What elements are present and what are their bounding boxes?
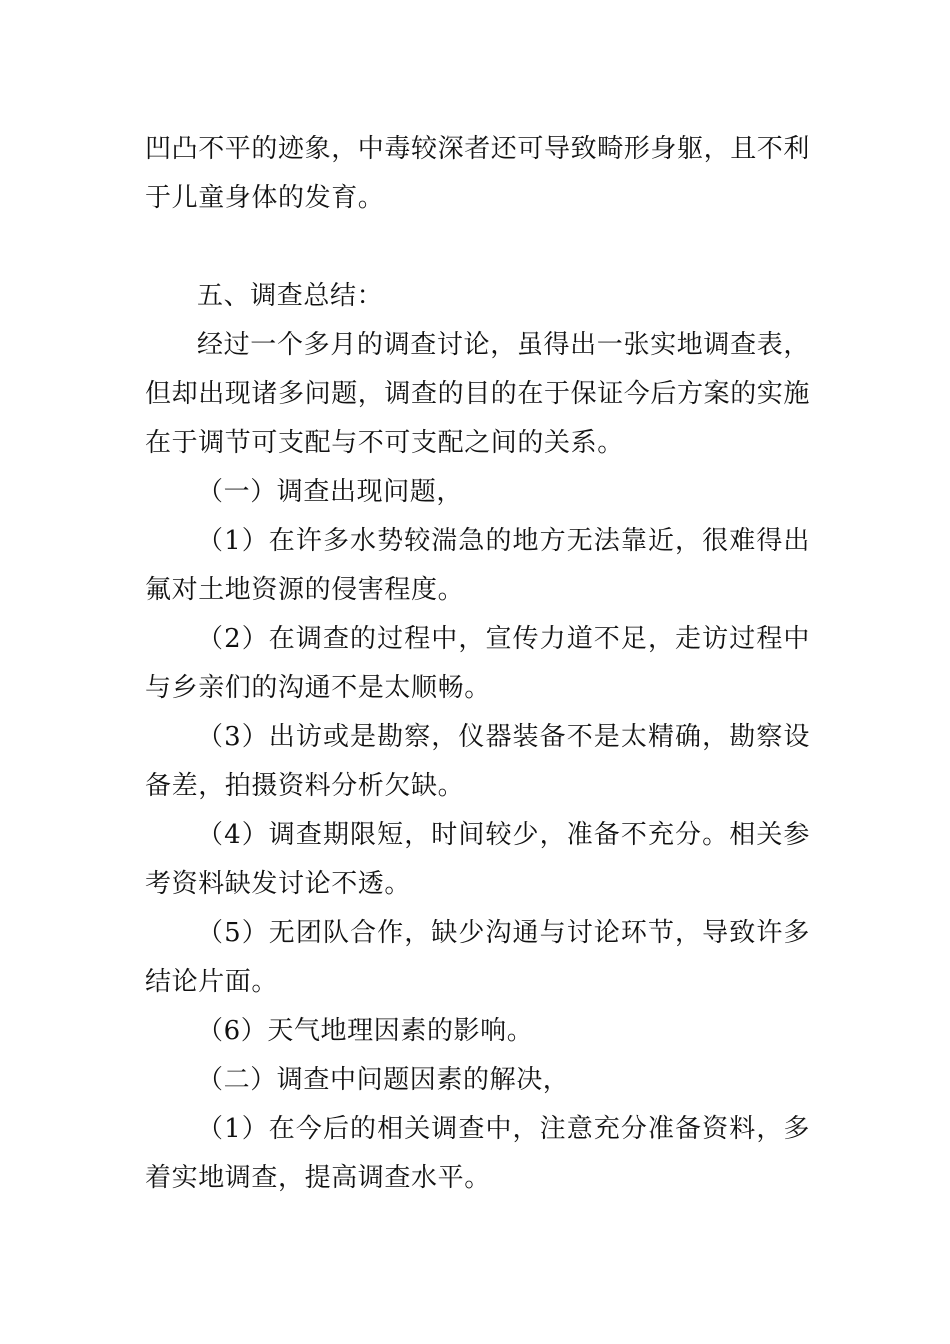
subheading-problems: （一）调查出现问题，: [197, 477, 464, 507]
document-body: [145, 125, 810, 1203]
list-item-problem-6: （6）天气地理因素的影响。: [197, 1016, 534, 1046]
paragraph-continuation: 凹凸不平的迹象，中毒较深者还可导致畸形身躯，且不利于儿童身体的发育。: [145, 134, 811, 213]
subheading-solutions: （二）调查中问题因素的解决，: [197, 1065, 570, 1095]
list-item-solution-1: （1）在今后的相关调查中，注意充分准备资料，多着实地调查，提高调查水平。: [145, 1114, 810, 1193]
paragraph-gap: [145, 223, 810, 272]
paragraph-summary-intro: 经过一个多月的调查讨论，虽得出一张实地调查表，但却出现诸多问题，调查的目的在于保证今后方案的实施在于调节可支配与不可支配之间的关系。: [145, 330, 811, 458]
list-item-problem-4: （4）调查期限短，时间较少，准备不充分。相关参考资料缺发讨论不透。: [145, 820, 810, 899]
section-heading-summary: 五、调查总结：: [197, 281, 384, 311]
list-item-problem-5: （5）无团队合作，缺少沟通与讨论环节，导致许多结论片面。: [145, 918, 810, 997]
list-item-problem-3: （3）出访或是勘察，仪器装备不是太精确，勘察设备差，拍摄资料分析欠缺。: [145, 722, 810, 801]
list-item-problem-1: （1）在许多水势较湍急的地方无法靠近，很难得出氟对土地资源的侵害程度。: [145, 526, 810, 605]
list-item-problem-2: （2）在调查的过程中，宣传力道不足，走访过程中与乡亲们的沟通不是太顺畅。: [145, 624, 810, 703]
